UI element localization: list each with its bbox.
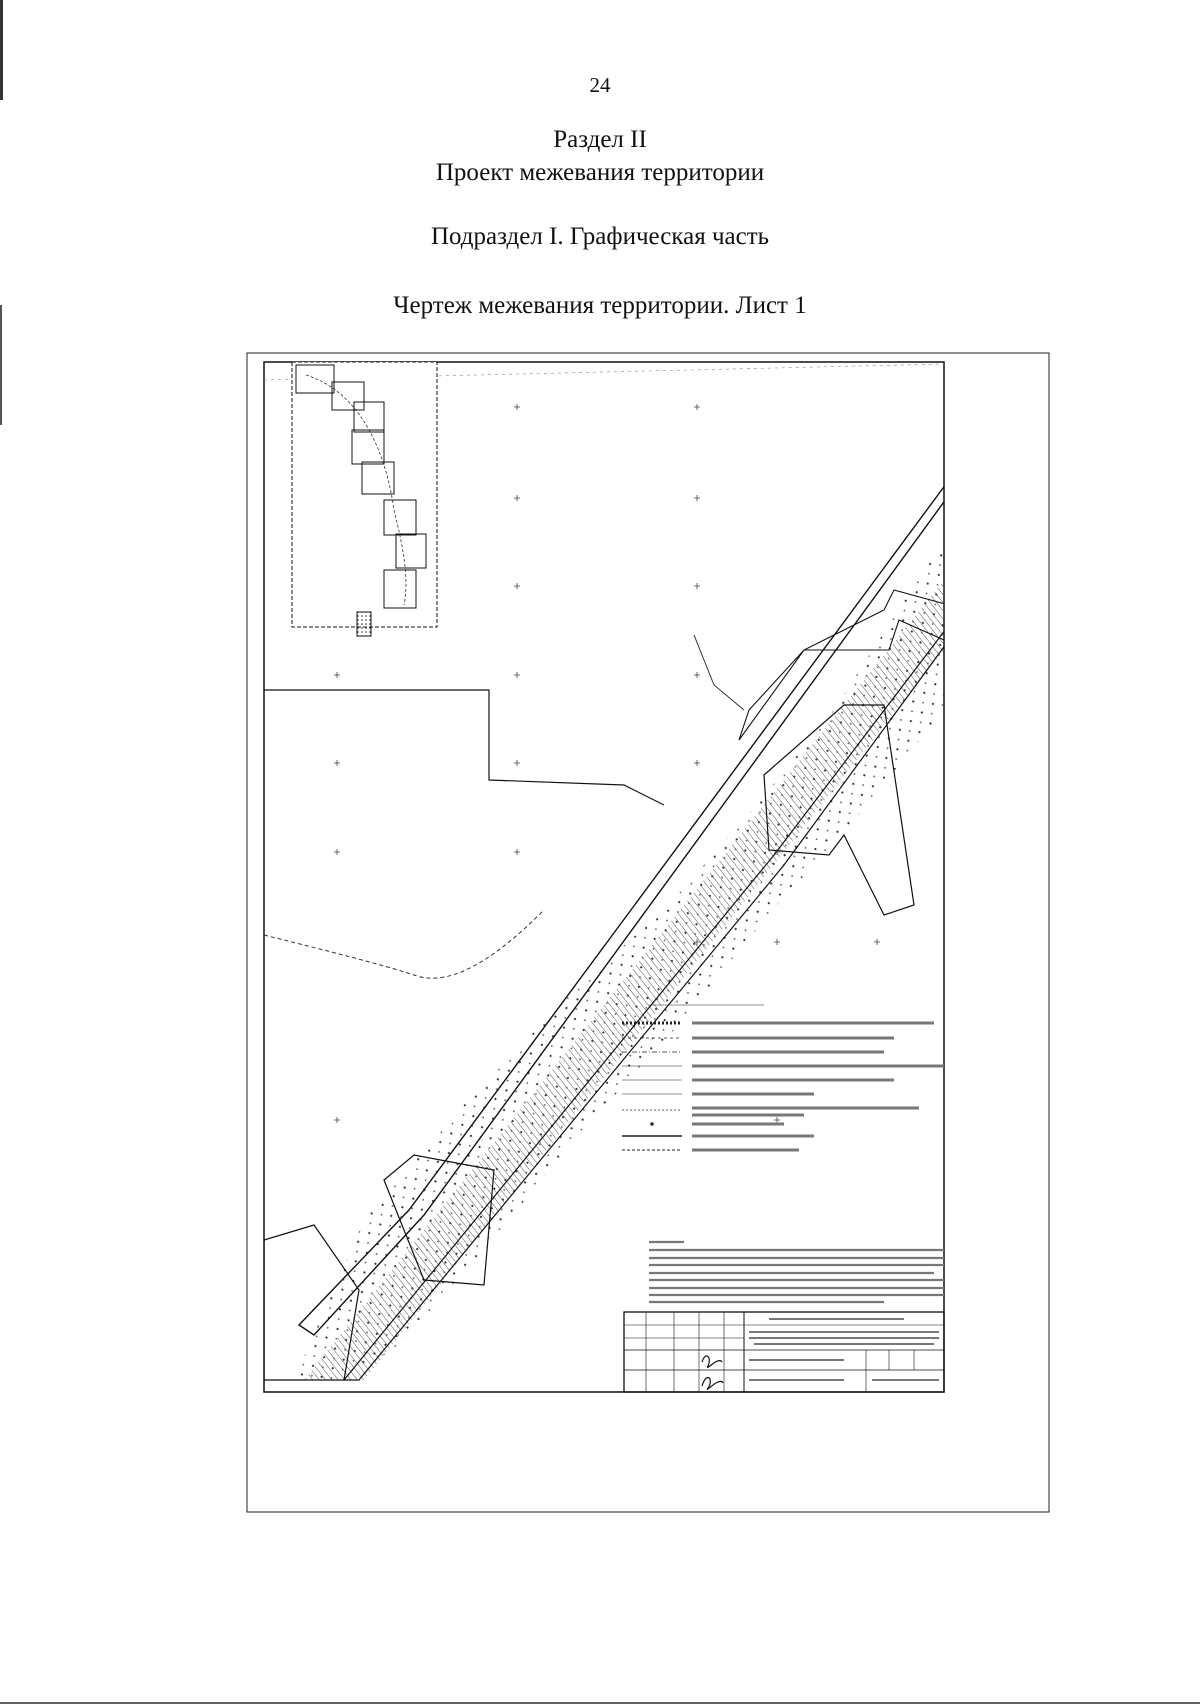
scan-edge-mark — [0, 305, 2, 425]
sheet-title: Чертеж межевания территории. Лист 1 — [393, 292, 807, 319]
overview-inset — [292, 362, 437, 636]
corridor-hatch — [304, 580, 944, 1380]
survey-drawing — [244, 350, 1052, 1515]
vegetation-area — [294, 545, 944, 1380]
subsection-title: Подраздел I. Графическая часть — [430, 223, 770, 250]
road-line — [264, 910, 544, 978]
section-title: Раздел II — [553, 126, 647, 153]
notes — [649, 1242, 944, 1302]
boundary-line — [264, 690, 664, 805]
signature — [702, 1377, 723, 1389]
page-number: 24 — [589, 73, 611, 97]
scan-edge-mark — [0, 1702, 1200, 1704]
section-subtitle: Проект межевания территории — [435, 159, 765, 186]
signature — [702, 1356, 722, 1367]
